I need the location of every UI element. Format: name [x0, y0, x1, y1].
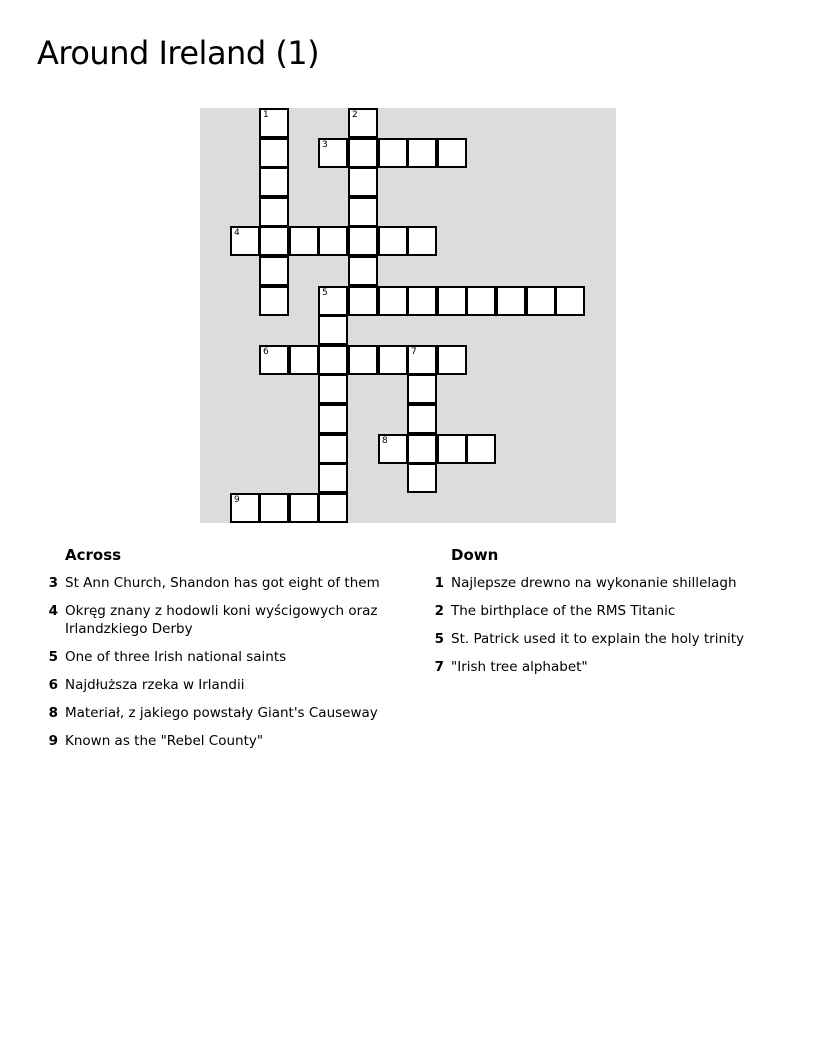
grid-cell[interactable]	[259, 197, 289, 227]
grid-cell[interactable]	[348, 197, 378, 227]
grid-cell[interactable]	[407, 374, 437, 404]
page-title: Around Ireland (1)	[37, 34, 320, 72]
across-clues	[42, 546, 382, 760]
cell-number: 4	[234, 228, 240, 238]
down-clue	[428, 602, 768, 620]
grid-cell[interactable]	[348, 286, 378, 316]
grid-cell[interactable]	[348, 138, 378, 168]
grid-cell[interactable]	[318, 404, 348, 434]
grid-cell[interactable]	[407, 434, 437, 464]
grid-cell[interactable]	[378, 286, 408, 316]
clue-number: 6	[48, 677, 58, 693]
clue-number: 9	[48, 733, 58, 749]
clue-text: Okręg znany z hodowli koni wyścigowych oraz Irlandzkiego Derby	[65, 603, 378, 637]
grid-cell[interactable]	[348, 256, 378, 286]
grid-cell[interactable]	[407, 226, 437, 256]
down-clue-list	[428, 574, 768, 676]
grid-cell[interactable]	[230, 226, 260, 256]
across-clue	[42, 704, 382, 722]
across-heading: Across	[65, 546, 122, 564]
cell-number: 1	[263, 110, 269, 120]
clue-text: Najlepsze drewno na wykonanie shillelagh	[451, 575, 737, 591]
cell-number: 8	[382, 436, 388, 446]
clue-number: 3	[48, 575, 58, 591]
grid-cell[interactable]	[348, 167, 378, 197]
down-clues	[428, 546, 768, 686]
across-clue	[42, 574, 382, 592]
down-clue	[428, 574, 768, 592]
grid-cell[interactable]	[289, 345, 319, 375]
clue-number: 1	[434, 575, 444, 591]
grid-cell[interactable]	[289, 493, 319, 523]
grid-cell[interactable]	[496, 286, 526, 316]
clue-number: 2	[434, 603, 444, 619]
grid-cell[interactable]	[318, 315, 348, 345]
crossword-grid	[200, 108, 616, 523]
grid-cell[interactable]	[348, 226, 378, 256]
clue-number: 5	[48, 649, 58, 665]
grid-cell[interactable]	[437, 138, 467, 168]
grid-cell[interactable]	[259, 226, 289, 256]
cell-number: 7	[411, 347, 417, 357]
cell-number: 2	[352, 110, 358, 120]
grid-cell[interactable]	[437, 286, 467, 316]
grid-cell[interactable]	[289, 226, 319, 256]
grid-cell[interactable]	[259, 345, 289, 375]
cell-number: 9	[234, 495, 240, 505]
clue-text: Materiał, z jakiego powstały Giant's Causeway	[65, 705, 378, 721]
clue-text: The birthplace of the RMS Titanic	[451, 603, 676, 619]
cell-number: 6	[263, 347, 269, 357]
grid-cell[interactable]	[378, 138, 408, 168]
clue-text: St. Patrick used it to explain the holy trinity	[451, 631, 745, 647]
grid-cell[interactable]	[555, 286, 585, 316]
grid-cell[interactable]	[407, 404, 437, 434]
cell-number: 5	[322, 288, 328, 298]
across-clue	[42, 648, 382, 666]
clue-number: 7	[434, 659, 444, 675]
grid-cell[interactable]	[259, 286, 289, 316]
clue-number: 8	[48, 705, 58, 721]
across-clue-list	[42, 574, 382, 750]
grid-cell[interactable]	[318, 286, 348, 316]
grid-cell[interactable]	[437, 345, 467, 375]
grid-cell[interactable]	[407, 463, 437, 493]
grid-cell[interactable]	[378, 345, 408, 375]
grid-cell[interactable]	[318, 345, 348, 375]
grid-cell[interactable]	[407, 286, 437, 316]
grid-cell[interactable]	[466, 286, 496, 316]
grid-cell[interactable]	[526, 286, 556, 316]
across-clue	[42, 676, 382, 694]
down-clue	[428, 630, 768, 648]
down-clue	[428, 658, 768, 676]
grid-cell[interactable]	[259, 167, 289, 197]
down-heading: Down	[451, 546, 499, 564]
across-clue	[42, 732, 382, 750]
clue-text: Known as the "Rebel County"	[65, 733, 264, 749]
grid-cell[interactable]	[318, 226, 348, 256]
grid-cell[interactable]	[437, 434, 467, 464]
grid-cell[interactable]	[318, 138, 348, 168]
grid-cell[interactable]	[318, 434, 348, 464]
grid-cell[interactable]	[348, 345, 378, 375]
grid-cell[interactable]	[318, 463, 348, 493]
grid-cell[interactable]	[407, 138, 437, 168]
clue-text: St Ann Church, Shandon has got eight of them	[65, 575, 380, 591]
cell-number: 3	[322, 140, 328, 150]
grid-cell[interactable]	[259, 256, 289, 286]
grid-cell[interactable]	[318, 374, 348, 404]
clue-number: 5	[434, 631, 444, 647]
clue-text: Najdłuższa rzeka w Irlandii	[65, 677, 245, 693]
clue-text: One of three Irish national saints	[65, 649, 287, 665]
grid-cell[interactable]	[348, 108, 378, 138]
grid-cell[interactable]	[259, 493, 289, 523]
grid-cell[interactable]	[318, 493, 348, 523]
grid-cell[interactable]	[378, 226, 408, 256]
grid-cell[interactable]	[259, 138, 289, 168]
grid-cell[interactable]	[407, 345, 437, 375]
grid-cell[interactable]	[230, 493, 260, 523]
across-clue	[42, 602, 382, 638]
clue-text: "Irish tree alphabet"	[451, 659, 588, 675]
grid-cell[interactable]	[378, 434, 408, 464]
grid-cell[interactable]	[466, 434, 496, 464]
clue-number: 4	[48, 603, 58, 619]
grid-cell[interactable]	[259, 108, 289, 138]
